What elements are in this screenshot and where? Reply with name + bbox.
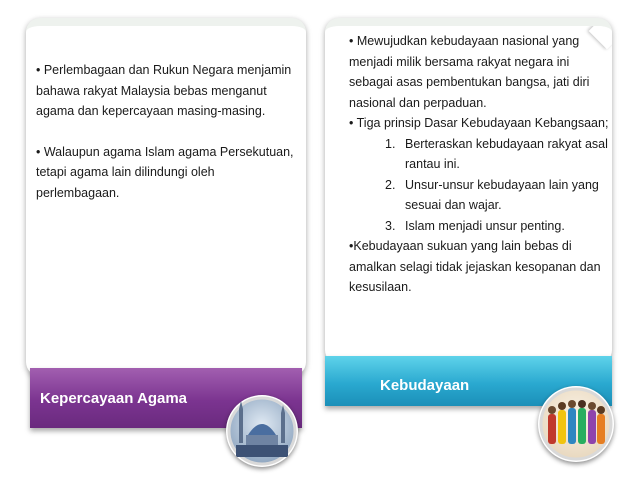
religion-banner-label: Kepercayaan Agama — [40, 390, 188, 407]
religion-text — [36, 60, 298, 203]
religion-paragraph-2: • Walaupun agama Islam agama Persekutuan, tetapi agama lain dilindungi oleh perlembagaan. — [36, 144, 294, 200]
principle-item: 2. Unsur-unsur kebudayaan lain yang sesuai dan wajar. — [385, 177, 599, 212]
culture-text — [349, 31, 611, 298]
religion-paragraph-1: • Perlembagaan dan Rukun Negara menjamin bahawa rakyat Malaysia bebas menganut agama dan kepercayaan masing-masing. — [36, 63, 292, 118]
people-in-traditional-costume-icon — [538, 386, 614, 462]
culture-panel — [325, 18, 612, 364]
culture-closing: •Kebudayaan sukuan yang lain bebas di amalkan selagi tidak jejaskan kesopanan dan kesusilaan. — [349, 239, 601, 294]
mosque-icon — [226, 395, 298, 467]
principles-heading: • Tiga prinsip Dasar Kebudayaan Kebangsaan; — [349, 116, 609, 130]
principle-item: 1. Berteraskan kebudayaan rakyat asal rantau ini. — [385, 136, 608, 171]
principles-list — [349, 134, 611, 237]
religion-panel — [26, 18, 306, 376]
culture-intro: • Mewujudkan kebudayaan nasional yang menjadi milik bersama rakyat negara ini sebagai asas pembentukan bangsa, jati diri nasional dan perpaduan. — [349, 34, 590, 110]
principle-item: 3. Islam menjadi unsur penting. — [385, 218, 565, 233]
culture-banner-label: Kebudayaan — [380, 377, 470, 394]
